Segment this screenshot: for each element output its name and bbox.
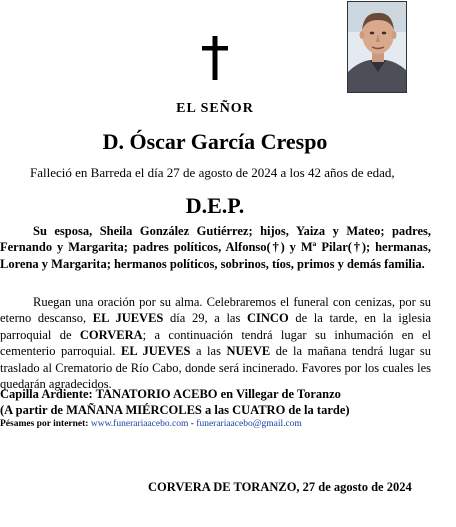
chapel-opening-time: (A partir de MAÑANA MIÉRCOLES a las CUATRO de la tarde): [0, 403, 350, 417]
funeral-text: de la mañana tendrá lugar su traslado al Crematorio de Río Cabo, donde será incinerado. Favores por los cuales les quedarán agradecidos.: [0, 344, 431, 392]
dagger-icon: †: [351, 240, 362, 255]
funeral-place: CORVERA: [79, 327, 143, 342]
deceased-name: D. Óscar García Crespo: [102, 129, 328, 154]
link-separator: -: [188, 419, 197, 429]
family-text-1: Su esposa, Sheila González Gutiérrez; hijos, Yaiza y Mateo; padres, Fernando y Margarita; padres políticos, Alfonso(: [0, 224, 431, 255]
email-link[interactable]: funerariaacebo@gmail.com: [196, 419, 302, 429]
dep-heading: D.E.P.: [185, 193, 245, 218]
deceased-photo: [347, 1, 407, 93]
condolences-line: [0, 419, 302, 429]
family-text-2: ) y Mª Pilar(: [280, 240, 352, 255]
funeral-hour: CINCO: [247, 311, 289, 326]
place-date-footer: CORVERA DE TORANZO, 27 de agosto de 2024: [148, 480, 412, 494]
death-statement: Falleció en Barreda el día 27 de agosto de 2024 a los 42 años de edad,: [30, 165, 395, 180]
chapel-info: Capilla Ardiente: TANATORIO ACEBO en Villegar de Toranzo: [0, 387, 341, 401]
honorific-title: EL SEÑOR: [176, 101, 254, 116]
website-link[interactable]: www.funerariaacebo.com: [90, 419, 189, 429]
funeral-text: día 29, a las: [163, 311, 247, 326]
funeral-text: de la tarde, en la iglesia parroquial de: [0, 311, 431, 342]
family-paragraph: [0, 223, 431, 272]
family-text-3: ); hermanas, Lorena y Margarita; hermanos políticos, sobrinos, tíos, primos y demás familia.: [0, 240, 432, 271]
condolences-label: Pésames por internet:: [0, 419, 89, 429]
funeral-text: ; a continuación tendrá lugar su inhumación en el cementerio parroquial.: [0, 327, 431, 359]
funeral-paragraph: [0, 294, 431, 392]
funeral-day: EL JUEVES: [92, 311, 164, 326]
funeral-text: Ruegan una oración por su alma. Celebraremos el funeral con cenizas, por su eterno descanso,: [0, 295, 431, 326]
cross-icon: [200, 36, 230, 80]
transfer-day: EL JUEVES: [121, 344, 191, 359]
dagger-icon: †: [270, 240, 281, 255]
transfer-hour: NUEVE: [226, 344, 271, 359]
funeral-text: a las: [190, 344, 227, 359]
